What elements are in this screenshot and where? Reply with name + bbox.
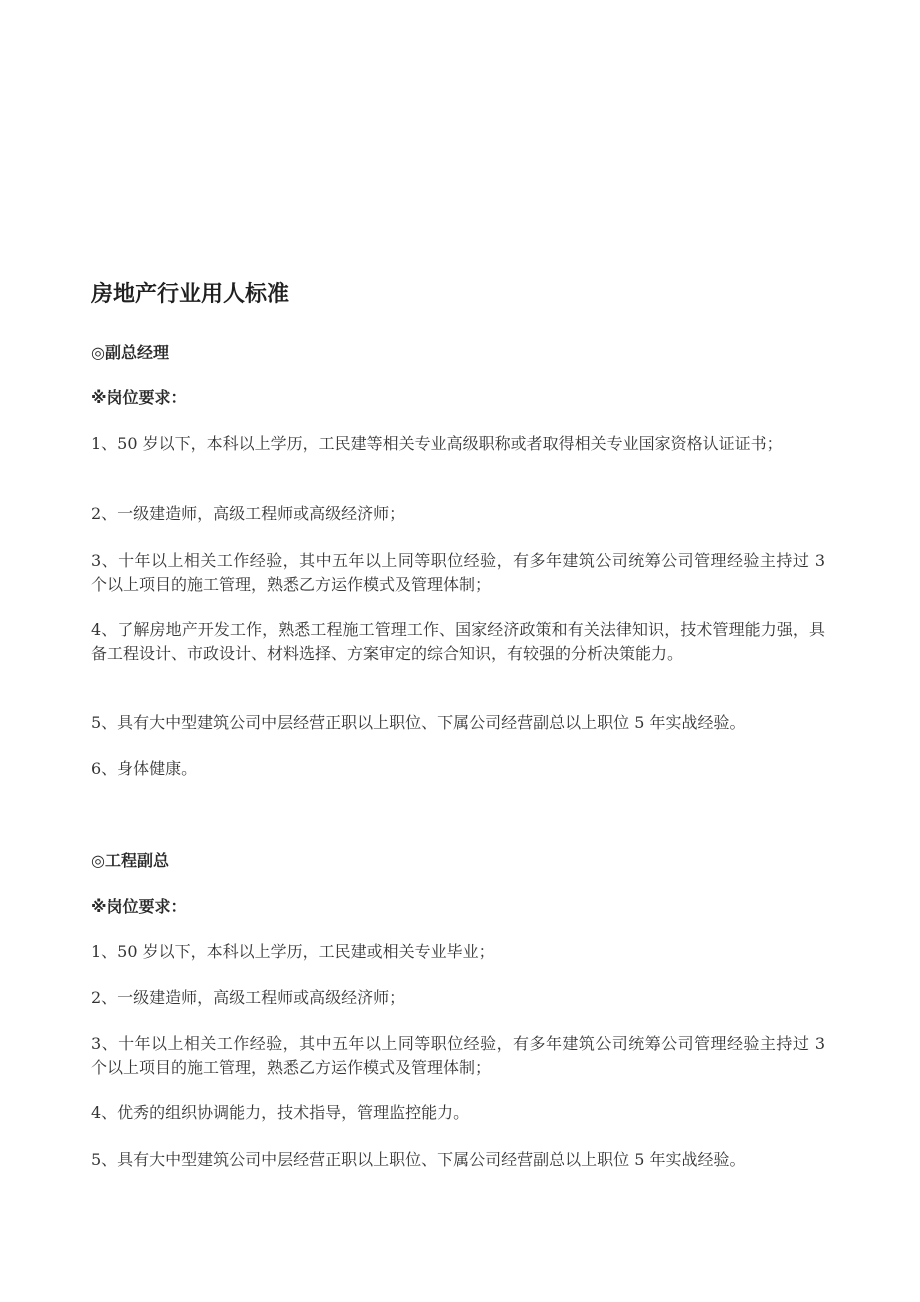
section-subheading: ※岗位要求： xyxy=(91,897,187,916)
requirement-item: 5、具有大中型建筑公司中层经营正职以上职位、下属公司经营副总以上职位 5 年实战经验。 xyxy=(91,1150,746,1169)
section-subheading: ※岗位要求： xyxy=(91,388,187,407)
requirement-item: 2、一级建造师，高级工程师或高级经济师； xyxy=(91,988,406,1007)
requirement-item: 4、了解房地产开发工作，熟悉工程施工管理工作、国家经济政策和有关法律知识，技术管理能力强，具备工程设计、市政设计、材料选择、方案审定的综合知识，有较强的分析决策能力。 xyxy=(91,620,825,663)
requirement-item: 2、一级建造师，高级工程师或高级经济师； xyxy=(91,504,406,523)
section-heading-engineering-vp: ◎工程副总 xyxy=(91,851,169,870)
document-title: 房地产行业用人标准 xyxy=(91,282,290,307)
requirement-item: 6、身体健康。 xyxy=(91,759,198,778)
requirement-item: 4、优秀的组织协调能力，技术指导，管理监控能力。 xyxy=(91,1103,470,1122)
requirement-item: 3、十年以上相关工作经验，其中五年以上同等职位经验，有多年建筑公司统筹公司管理经验主持过 3 个以上项目的施工管理，熟悉乙方运作模式及管理体制； xyxy=(91,1034,825,1077)
requirement-item: 1、50 岁以下，本科以上学历，工民建或相关专业毕业； xyxy=(91,942,495,961)
requirement-item: 3、十年以上相关工作经验，其中五年以上同等职位经验，有多年建筑公司统筹公司管理经验主持过 3 个以上项目的施工管理，熟悉乙方运作模式及管理体制； xyxy=(91,551,825,594)
requirement-item: 1、50 岁以下，本科以上学历，工民建等相关专业高级职称或者取得相关专业国家资格认证证书； xyxy=(91,434,783,453)
section-heading-deputy-gm: ◎副总经理 xyxy=(91,343,169,362)
requirement-item: 5、具有大中型建筑公司中层经营正职以上职位、下属公司经营副总以上职位 5 年实战经验。 xyxy=(91,713,746,732)
